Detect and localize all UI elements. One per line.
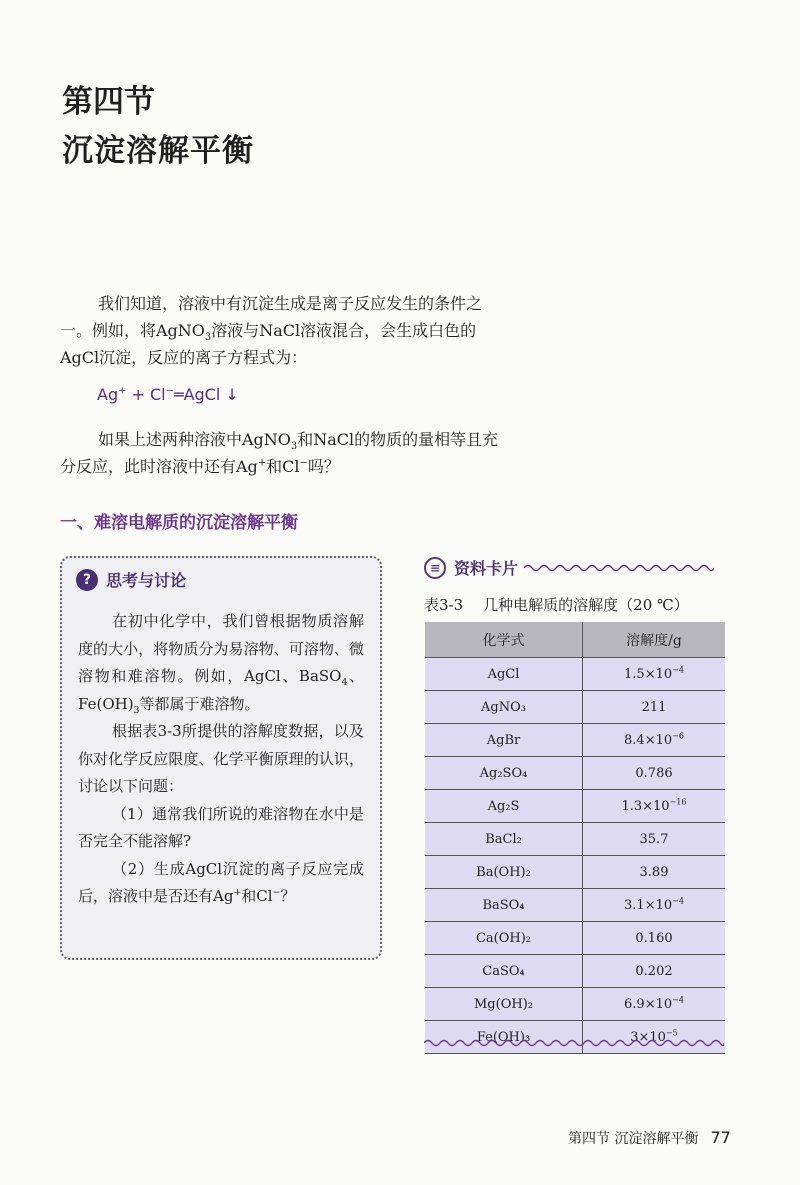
solubility-times-ten: ×10 [644,732,673,748]
solubility-cell [583,658,726,691]
solubility-exponent: −4 [672,995,684,1005]
footer-section-label: 第四节 沉淀溶解平衡 [568,1131,699,1147]
solubility-table [425,622,725,1054]
table-caption-text: 几种电解质的溶解度（20 ℃） [483,596,689,614]
table-row [425,658,725,691]
solubility-exponent: −4 [672,665,684,675]
think-box-title: 思考与讨论 [106,571,187,590]
solubility-mantissa: 3.1 [624,897,645,913]
table-number: 表3-3 [424,596,464,614]
think-question-2: （2）生成AgCl沉淀的离子反应完成后，溶液中是否还有Ag+和Cl−？ [78,859,364,905]
solubility-cell: 35.7 [583,823,726,856]
think-question-1: （1）通常我们所说的难溶物在水中是否完全不能溶解? [78,804,364,850]
solubility-cell: 0.202 [583,955,726,988]
solubility-cell: 3.89 [583,856,726,889]
section-number: 第四节 [62,84,155,120]
formula-cell: AgBr [425,724,583,757]
solubility-times-ten: ×10 [638,1029,666,1045]
solubility-times-ten: ×10 [644,666,673,682]
solubility-cell [583,889,726,922]
solubility-mantissa: 8.4 [624,732,645,748]
data-card-title: 资料卡片 [454,559,519,578]
solubility-cell: 211 [583,691,726,724]
table-row [425,988,725,1021]
ionic-equation: Ag+ + Cl−═AgCl ↓ [97,385,239,404]
solubility-cell: 0.160 [583,922,726,955]
solubility-times-ten: ×10 [642,798,670,814]
table-row [425,790,725,823]
wavy-bottom-divider-icon [424,1038,724,1048]
section-title: 沉淀溶解平衡 [62,133,254,169]
formula-cell: CaSO₄ [425,955,583,988]
document-lines-icon: ≡ [424,557,446,579]
page-number: 77 [710,1128,731,1147]
solubility-mantissa: 1.5 [624,666,645,682]
subsection-heading: 一、难溶电解质的沉淀溶解平衡 [60,513,298,533]
formula-cell: Fe(OH)₃ [425,1021,583,1054]
think-paragraph-1: 在初中化学中，我们曾根据物质溶解度的大小，将物质分为易溶物、可溶物、微溶物和难溶物。例如，AgCl、BaSO$_4$、$Fe(OH)_3$等都属于难溶物。 [78,612,364,716]
intro-paragraph-1: 我们知道，溶液中有沉淀生成是离子反应发生的条件之一。例如，将AgNO$_3$溶液与NaCl溶液混合，会生成白色的AgCl沉淀，反应的离子方程式为： [60,294,483,367]
table-row [425,889,725,922]
solubility-cell: 0.786 [583,757,726,790]
solubility-mantissa: 3 [630,1029,639,1045]
formula-cell: Ag₂SO₄ [425,757,583,790]
table-row [425,856,725,889]
formula-cell: AgNO₃ [425,691,583,724]
table-body [425,658,725,1054]
formula-cell: BaSO₄ [425,889,583,922]
solubility-exponent: −16 [669,797,687,807]
table-row [425,757,725,790]
think-discuss-box [60,556,382,960]
table-header-row [425,622,725,658]
solubility-exponent: −6 [672,731,684,741]
formula-cell: Ag₂S [425,790,583,823]
page-footer [568,1128,731,1148]
question-bubble-icon: ? [76,569,98,591]
solubility-exponent: −5 [665,1028,678,1038]
solubility-mantissa: 6.9 [624,996,645,1012]
table-row [425,724,725,757]
solubility-cell [583,988,726,1021]
solubility-exponent: −4 [672,896,684,906]
solubility-mantissa: 1.3 [621,798,643,814]
think-box-body [78,608,364,911]
table-row [425,823,725,856]
table-row [425,1021,725,1054]
intro-paragraph-2: 如果上述两种溶液中AgNO$_3$和NaCl的物质的量相等且充分反应，此时溶液中还有Ag+和Cl−吗？ [60,430,499,476]
formula-cell: AgCl [425,658,583,691]
solubility-times-ten: ×10 [644,996,673,1012]
solubility-times-ten: ×10 [644,897,673,913]
table-row [425,922,725,955]
think-box-header [76,568,186,591]
solubility-cell [583,724,726,757]
solubility-cell [583,1021,726,1054]
formula-cell: Ba(OH)₂ [425,856,583,889]
table-caption [424,594,689,615]
wavy-divider-icon [524,563,714,573]
formula-cell: Mg(OH)₂ [425,988,583,1021]
formula-cell: Ca(OH)₂ [425,922,583,955]
think-paragraph-2: 根据表3-3所提供的溶解度数据，以及你对化学反应限度、化学平衡原理的认识，讨论以下问题： [78,722,364,795]
header-solubility: 溶解度/g [583,622,726,658]
formula-cell: BaCl₂ [425,823,583,856]
table-row [425,955,725,988]
header-formula: 化学式 [425,622,583,658]
solubility-cell [583,790,726,823]
table-row [425,691,725,724]
data-card-header [424,556,734,579]
